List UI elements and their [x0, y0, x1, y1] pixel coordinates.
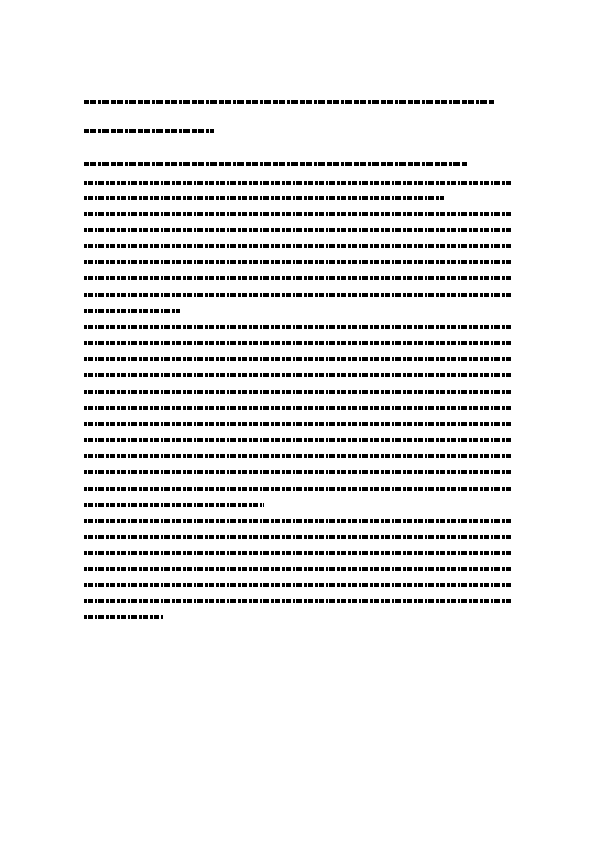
- illegible-text-bar: [84, 100, 494, 104]
- paragraph-line: [84, 502, 264, 507]
- paragraph-line: [84, 405, 512, 410]
- paragraph-line: [84, 421, 512, 426]
- paragraph-line: [84, 598, 512, 603]
- illegible-text-bar: [84, 162, 468, 166]
- paragraph-line: [84, 582, 512, 587]
- paragraph-line: [84, 486, 512, 491]
- paragraph-line: [84, 259, 512, 264]
- paragraph-line: [84, 389, 512, 394]
- paragraph-line: [84, 324, 512, 329]
- illegible-text-bar: [84, 129, 214, 133]
- paragraph-line: [84, 614, 164, 619]
- paragraph-line: [84, 550, 512, 555]
- paragraph-line: [84, 275, 512, 280]
- paragraph-line: [84, 372, 512, 377]
- paragraph-line: [84, 534, 512, 539]
- paragraph-line: [84, 292, 512, 297]
- paragraph-line: [84, 211, 512, 216]
- paragraph-line: [84, 566, 512, 571]
- paragraph-line: [84, 518, 512, 523]
- document-title: [84, 99, 494, 104]
- paragraph-line: [84, 308, 180, 313]
- paragraph-line: [84, 243, 512, 248]
- paragraph-line: [84, 437, 512, 442]
- paragraph-line: [84, 195, 444, 200]
- paragraph-line: [84, 453, 512, 458]
- paragraph-line: [84, 356, 512, 361]
- paragraph-line: [84, 340, 512, 345]
- section-heading: [84, 161, 468, 166]
- document-byline: [84, 128, 214, 133]
- paragraph-line: [84, 227, 512, 232]
- paragraph-line: [84, 469, 512, 474]
- paragraph-line: [84, 180, 512, 185]
